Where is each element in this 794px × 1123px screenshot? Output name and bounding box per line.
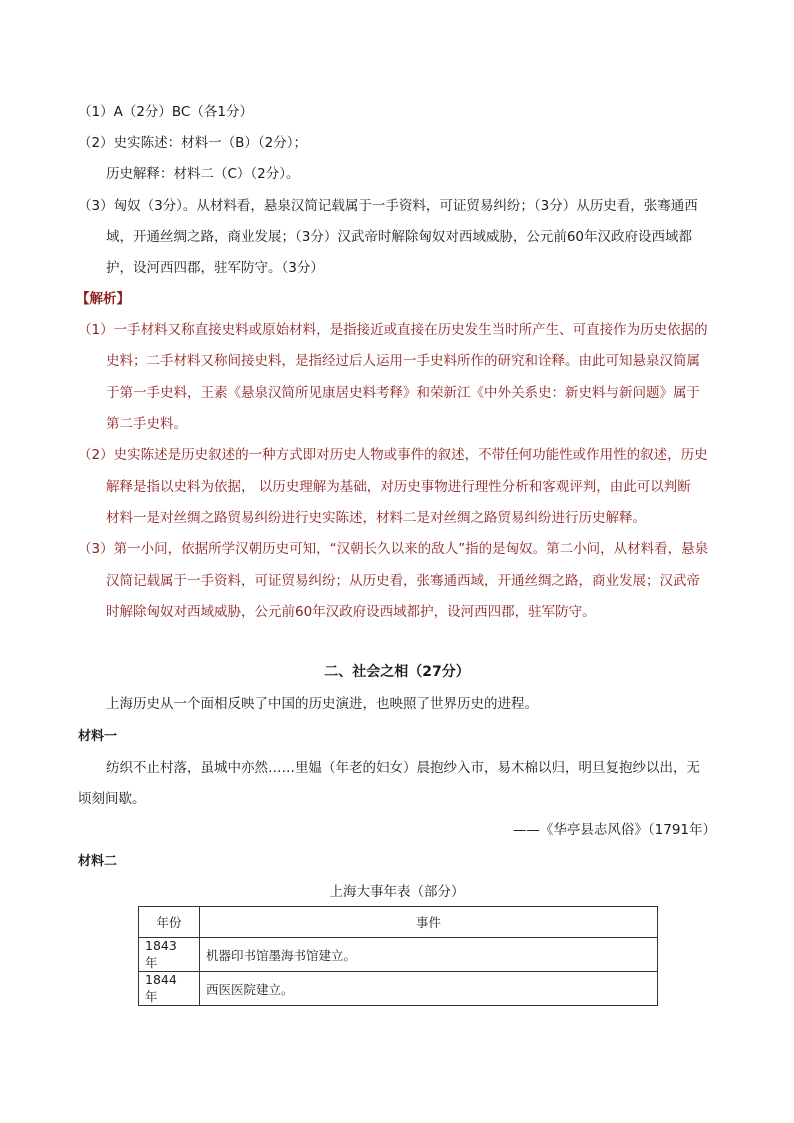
cell-event: 西医医院建立。 [200,972,658,1006]
table-title: 上海大事年表（部分） [329,884,465,900]
material1-line-2: 顷刻间歇。 [78,791,146,807]
answer-line-1: （1）A（2分）BC（各1分） [78,104,253,120]
analysis-label: 【解析】 [76,291,130,307]
analysis-line-9: 汉简记载属于一手资料，可证贸易纠纷；从历史看，张骞通西域，开通丝绸之路，商业发展；汉武帝 [106,573,700,589]
analysis-line-3: 于第一手史料，王素《悬泉汉简所见康居史料考释》和荣新江《中外关系史：新史料与新问题》属于 [106,385,700,401]
header-year: 年份 [139,907,200,938]
events-table [138,906,658,1006]
material1-line-1: 纺织不止村落，虽城中亦然……里媪（年老的妇女）晨抱纱入市，易木棉以归，明旦复抱纱以出，无 [106,760,700,776]
analysis-line-6: 解释是指以史料为依据， 以历史理解为基础，对历史事物进行理性分析和客观评判，由此可以判断 [106,479,691,495]
cell-year: 1843 年 [139,938,200,972]
answer-line-5: 域，开通丝绸之路，商业发展；（3分）汉武帝时解除匈奴对西域威胁，公元前60年汉政府设西域都 [106,229,693,245]
material2-label: 材料二 [78,854,118,869]
table-row [139,938,658,972]
table-header-row [139,907,658,938]
answer-line-6: 护，设河西四郡，驻军防守。（3分） [106,260,324,276]
material1-source: ——《华亭县志风俗》（1791年） [512,822,716,838]
analysis-line-2: 史料；二手材料又称间接史料，是指经过后人运用一手史料所作的研究和诠释。由此可知悬泉汉简属 [106,353,700,369]
table-row [139,972,658,1006]
answer-line-4: （3）匈奴（3分）。从材料看，悬泉汉简记载属于一手资料，可证贸易纠纷；（3分）从历史看，张骞通西 [78,198,698,214]
cell-event: 机器印书馆墨海书馆建立。 [200,938,658,972]
analysis-line-10: 时解除匈奴对西域威胁，公元前60年汉政府设西域都护，设河西四郡，驻军防守。 [106,604,596,620]
cell-year: 1844 年 [139,972,200,1006]
analysis-line-1: （1）一手材料又称直接史料或原始材料，是指接近或直接在历史发生当时所产生、可直接作为历史依据的 [78,322,708,338]
answer-line-2: （2）史实陈述：材料一（B）（2分）； [78,135,307,151]
analysis-line-8: （3）第一小问，依据所学汉朝历史可知，“汉朝长久以来的敌人”指的是匈奴。第二小问，从材料看，悬泉 [78,541,709,557]
section-intro: 上海历史从一个面相反映了中国的历史演进，也映照了世界历史的进程。 [106,696,538,712]
header-event: 事件 [200,907,658,938]
analysis-line-4: 第二手史料。 [106,416,187,432]
material1-label: 材料一 [78,729,118,744]
analysis-line-5: （2）史实陈述是历史叙述的一种方式即对历史人物或事件的叙述，不带任何功能性或作用性的叙述，历史 [78,447,708,463]
answer-line-3: 历史解释：材料二（C）（2分）。 [106,166,300,182]
section-title: 二、社会之相（27分） [324,664,470,680]
analysis-line-7: 材料一是对丝绸之路贸易纠纷进行史实陈述，材料二是对丝绸之路贸易纠纷进行历史解释。 [106,510,646,526]
